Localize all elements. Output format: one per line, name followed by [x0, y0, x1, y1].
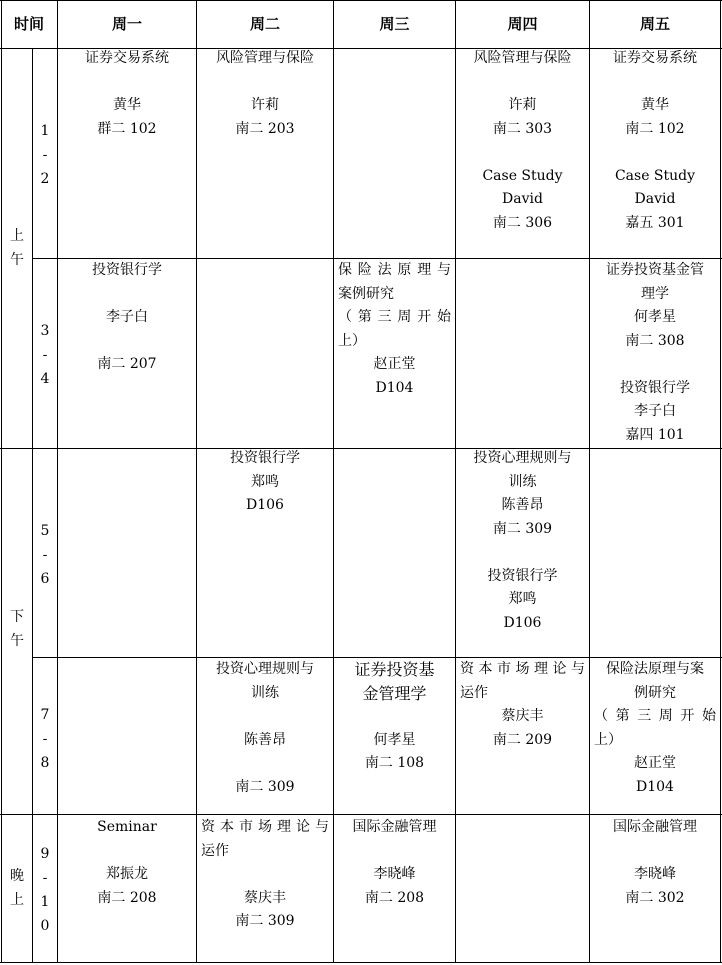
- spacer: [58, 840, 196, 864]
- spacer: [456, 141, 589, 165]
- teacher-name: 李晓峰: [634, 866, 676, 882]
- teacher-name: 许莉: [508, 97, 537, 113]
- slot-char: 1: [40, 894, 50, 910]
- room: 南二 308: [625, 332, 685, 349]
- spacer: [334, 840, 455, 864]
- slot-char: 0: [40, 918, 50, 934]
- course-cell-wed-r4: [334, 658, 455, 776]
- spacer: [590, 71, 720, 95]
- course-cell-mon-r1: [58, 47, 196, 141]
- course-note: （第三周开始: [338, 309, 451, 325]
- course-cell-thu-r3: [456, 447, 589, 635]
- room: 群二 102: [97, 120, 157, 137]
- grid-line: [0, 962, 722, 963]
- header-tuesday: 周二: [249, 14, 280, 33]
- slot-9-10: [33, 842, 57, 938]
- room: 南二 302: [625, 889, 685, 906]
- course-cell-mon-r2: [58, 259, 196, 377]
- room: 南二 309: [235, 778, 295, 795]
- course-cell-fri-r5: [590, 816, 720, 910]
- course-cell-fri-r2: [590, 259, 720, 447]
- spacer: [456, 541, 589, 565]
- header-time: 时间: [13, 14, 44, 33]
- teacher-name: 蔡庆丰: [244, 889, 286, 906]
- slot-3-4: [33, 319, 57, 391]
- room: 南二 208: [97, 889, 157, 906]
- slot-char: -: [42, 731, 48, 747]
- course-title: 证券交易系统: [85, 50, 169, 66]
- spacer: [197, 71, 333, 95]
- spacer: [456, 71, 589, 95]
- teacher-name: 许莉: [251, 97, 279, 113]
- slot-char: 6: [40, 571, 50, 587]
- spacer: [590, 840, 720, 864]
- teacher-name: 陈善昂: [244, 731, 286, 748]
- period-evening: [2, 864, 32, 912]
- slot-char: -: [42, 547, 48, 563]
- course-title: 理学: [641, 285, 669, 302]
- course-cell-tue-r1: [197, 47, 333, 141]
- room: 南二 309: [492, 520, 553, 537]
- slot-char: 1: [40, 123, 50, 139]
- course-title: 案例研究: [338, 285, 394, 302]
- course-cell-thu-r1: [456, 47, 589, 235]
- slot-char: 9: [40, 846, 50, 862]
- course-title: 证券投资基: [354, 660, 435, 679]
- header-monday: 周一: [111, 14, 142, 33]
- room: 南二 207: [97, 356, 157, 372]
- course-title: 金管理学: [362, 683, 427, 703]
- slot-char: -: [42, 870, 48, 886]
- teacher-name: 赵正堂: [634, 755, 676, 771]
- room: D104: [636, 778, 674, 795]
- course-title: 国际金融管理: [352, 819, 437, 835]
- spacer: [197, 863, 333, 887]
- slot-7-8: [33, 703, 57, 775]
- period-afternoon: [2, 605, 32, 653]
- room: 南二 209: [492, 731, 553, 748]
- spacer: [590, 141, 720, 165]
- course-title: 例研究: [634, 684, 676, 701]
- period-char: 午: [10, 633, 24, 649]
- slot-char: 3: [40, 323, 50, 339]
- course-cell-wed-r2: [334, 259, 455, 400]
- slot-char: 8: [40, 755, 50, 771]
- room: 南二 303: [492, 120, 553, 137]
- slot-char: -: [42, 347, 48, 363]
- teacher-name: 何孝星: [373, 731, 416, 748]
- slot-char: 5: [40, 523, 50, 539]
- room: 南二 208: [364, 889, 425, 906]
- course-title: 投资银行学: [487, 567, 558, 584]
- teacher-name: David: [634, 191, 676, 207]
- course-note: 上）: [594, 731, 622, 748]
- grid-line: [720, 0, 721, 963]
- header-wednesday: 周三: [379, 14, 410, 33]
- course-cell-fri-r1: [590, 47, 720, 235]
- teacher-name: 黄华: [113, 97, 141, 113]
- course-title: Case Study: [482, 167, 563, 184]
- course-title: 保险法原理与案: [606, 661, 704, 677]
- spacer: [197, 752, 333, 776]
- teacher-name: 蔡庆丰: [501, 708, 544, 724]
- course-title: 训练: [251, 684, 279, 701]
- teacher-name: 赵正堂: [373, 356, 416, 372]
- teacher-name: 李子白: [634, 403, 676, 419]
- course-title: Seminar: [97, 819, 157, 835]
- course-title: 投资心理规则与: [473, 450, 572, 466]
- room: D106: [246, 497, 284, 513]
- room: 南二 309: [235, 913, 295, 929]
- period-char: 晚: [10, 868, 24, 884]
- room: D106: [503, 614, 542, 631]
- grid-line: [0, 814, 722, 815]
- teacher-name: 郑鸣: [251, 473, 279, 490]
- teacher-name: 郑鸣: [508, 591, 537, 607]
- spacer: [590, 353, 720, 377]
- course-cell-tue-r3: [197, 447, 333, 518]
- spacer: [197, 705, 333, 729]
- room: 嘉四 101: [625, 426, 685, 443]
- teacher-name: 李晓峰: [373, 866, 416, 882]
- course-title: 训练: [508, 473, 537, 490]
- teacher-name: 何孝星: [634, 309, 676, 325]
- course-note: （第三周开始: [594, 708, 716, 724]
- period-morning: [2, 224, 32, 272]
- spacer: [58, 330, 196, 354]
- course-title: 投资银行学: [230, 450, 300, 466]
- course-title: 保险法原理与: [338, 262, 451, 278]
- slot-char: 7: [40, 707, 50, 723]
- spacer: [58, 283, 196, 307]
- room: 南二 102: [625, 120, 685, 137]
- period-char: 上: [10, 892, 24, 908]
- period-char: 上: [10, 228, 24, 244]
- course-title: 风险管理与保险: [216, 50, 314, 66]
- course-title: 资本市场理论与: [460, 661, 585, 677]
- course-title: 证券交易系统: [613, 50, 697, 66]
- room: 南二 108: [364, 755, 425, 771]
- course-title: 投资银行学: [92, 262, 162, 278]
- course-note: 上）: [338, 332, 366, 349]
- room: 南二 306: [492, 214, 553, 231]
- course-cell-tue-r4: [197, 658, 333, 799]
- period-char: 下: [10, 609, 24, 625]
- course-cell-thu-r4: [456, 658, 589, 752]
- period-char: 午: [10, 252, 24, 268]
- course-title: 投资心理规则与: [216, 661, 314, 677]
- slot-char: -: [42, 147, 48, 163]
- course-cell-mon-r5: [58, 816, 196, 910]
- course-title: 投资银行学: [620, 379, 690, 396]
- grid-line: [0, 448, 722, 449]
- course-title: 资本市场理论与: [201, 819, 329, 835]
- slot-1-2: [33, 119, 57, 191]
- header-friday: 周五: [639, 14, 670, 33]
- room: 南二 203: [235, 120, 295, 137]
- slot-char: 4: [40, 371, 50, 387]
- course-title: 风险管理与保险: [473, 50, 572, 66]
- course-cell-tue-r5: [197, 816, 333, 934]
- course-cell-fri-r4: [590, 658, 720, 799]
- course-title: 运作: [460, 684, 488, 701]
- spacer: [58, 71, 196, 95]
- course-title: Case Study: [614, 167, 696, 184]
- slot-char: 2: [40, 171, 50, 187]
- header-thursday: 周四: [507, 14, 538, 33]
- teacher-name: 郑振龙: [106, 866, 148, 882]
- course-title: 国际金融管理: [613, 819, 697, 835]
- course-cell-wed-r5: [334, 816, 455, 910]
- course-title: 证券投资基金管: [606, 262, 704, 278]
- teacher-name: 李子白: [106, 309, 148, 325]
- teacher-name: 陈善昂: [501, 497, 544, 513]
- room: 嘉五 301: [625, 214, 685, 231]
- teacher-name: David: [502, 191, 543, 207]
- grid-line: [1, 0, 2, 963]
- course-title: 运作: [201, 842, 229, 859]
- slot-5-6: [33, 519, 57, 591]
- spacer: [334, 705, 455, 729]
- teacher-name: 黄华: [641, 97, 669, 113]
- room: D104: [375, 379, 414, 396]
